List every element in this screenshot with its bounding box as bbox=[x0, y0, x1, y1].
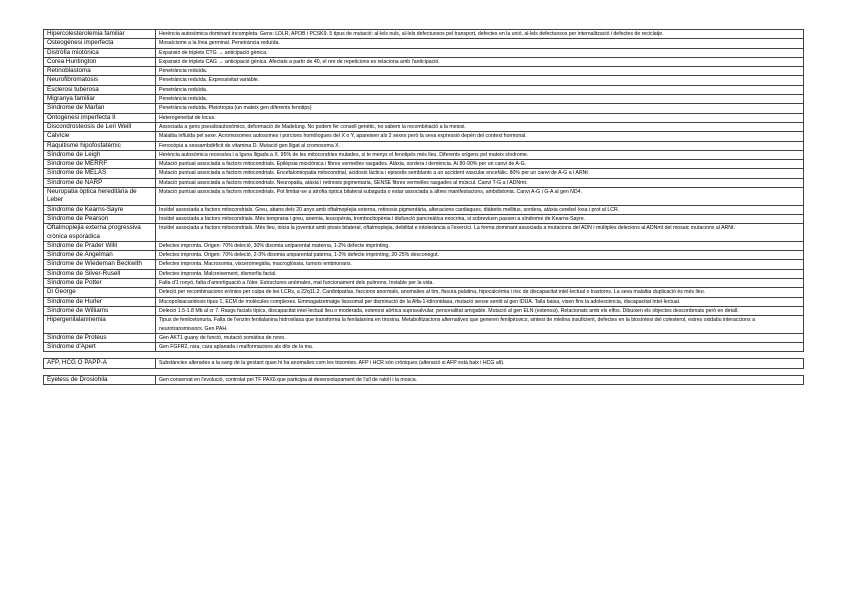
table-row bbox=[44, 85, 804, 94]
condition-description: Penetrància reduïda. bbox=[156, 85, 804, 94]
condition-description: Defectes impronta. Malcreixement, dismorfia facial. bbox=[156, 269, 804, 278]
condition-description: Substàncies alterades a la sang de la gestant quan hi ha anomalies com les trisomies. AFP i HCR són cròniques (alteració si AFP està baix i HCG alt). bbox=[156, 359, 804, 368]
condition-name: Ontogènesi imperfecta II bbox=[44, 113, 156, 122]
section-gap bbox=[44, 368, 804, 375]
condition-description: Associada a gens pseudoautosòmics, deformació de Madelung. No podem fer consell genètic, no sabem la recombinació a la meiosi. bbox=[156, 122, 804, 131]
table-row bbox=[44, 188, 804, 206]
condition-name: Síndrome de Pearson bbox=[44, 214, 156, 223]
condition-description: Gen FGFR2, rara, cara aplanada i malformacions als dits de la ma. bbox=[156, 343, 804, 352]
table-row bbox=[44, 333, 804, 342]
condition-description: Ins/del associada a factors mitocondrials. Més temprana i greu, anemia, leucopènia, trombocitopènia i disfunció pancreàtica exocrina, si sobreviuen passen a síndrome de Kearns-Sayre. bbox=[156, 214, 804, 223]
condition-name: Distròfia miotònica bbox=[44, 48, 156, 57]
condition-name: Síndrome de Proteus bbox=[44, 333, 156, 342]
condition-name: Síndrome de Silver-Rusell bbox=[44, 269, 156, 278]
condition-name: Síndrome de Leigh bbox=[44, 150, 156, 159]
condition-name: Síndrome de MERRF bbox=[44, 160, 156, 169]
condition-name: Retinoblastoma bbox=[44, 67, 156, 76]
table-row bbox=[44, 141, 804, 150]
condition-description: Defectes impronta. Macrosomia, visceromegàlia, macroglòssia, tumors embrionaris. bbox=[156, 260, 804, 269]
condition-description: Herència autosòmica dominant incompleta. Gens: LDLR, APOB i PCSK9. 5 tipus de mutació: al-lels nuls, al-lels defectuosos pel transport, defectes en la unió, al-lels defectuosos per internalització i defectes de reciclatje. bbox=[156, 30, 804, 39]
condition-description: Ins/del associada a factors mitocondrials. Més lleu, inicia la joventut amb ptosis bilateral, oftalmoplejia, debilitat e intolerància a l'exercici. La forma dominant associada a mutacions del ADN i múltiples delecions al ADNmt del mosaic mutacions al ARNt. bbox=[156, 224, 804, 242]
condition-name: Síndrome de MELAS bbox=[44, 169, 156, 178]
condition-name: Esclerosi tuberosa bbox=[44, 85, 156, 94]
condition-description: Mutació puntual associada a factors mitocondrials. Encefalomiopatia mitocondrial, acidosis làctica i episodis semblants a un accident vascular encefàlic. 80% per un canvi de A-G a l ARNt bbox=[156, 169, 804, 178]
condition-name: Síndrome de Hurler bbox=[44, 297, 156, 306]
condition-description: Falta d'1 ronyó, falta d'amortiguació a l'úter. Estructures anòmales, mal funcionament dels pulmons. Inviable per la vida. bbox=[156, 279, 804, 288]
condition-name: Síndrome de Williams bbox=[44, 306, 156, 315]
condition-description: Defectes impronta. Origen: 70% deleció, 30% disomia uniparental materna, 1-2% defecte imprinting. bbox=[156, 241, 804, 250]
condition-description: Malaltia influïda pel sexe. Acromosomes autosomes i porcions homòlogues del X o Y, apareixen als 2 sexes però la seva expressió depèn del context hormonal. bbox=[156, 132, 804, 141]
condition-name: Calvície bbox=[44, 132, 156, 141]
condition-name: Síndrome de Angelman bbox=[44, 251, 156, 260]
condition-description: Fenocòpia a sessambdèficit de vitamina D. Mutació gen lligat al cromosoma X. bbox=[156, 141, 804, 150]
table-row bbox=[44, 279, 804, 288]
table-row bbox=[44, 260, 804, 269]
table-row bbox=[44, 150, 804, 159]
condition-name: Síndrome d'Apert bbox=[44, 343, 156, 352]
condition-name: Hipercolesterolemia familiar bbox=[44, 30, 156, 39]
condition-description: Heterogeneïtat de locus. bbox=[156, 113, 804, 122]
table-row bbox=[44, 306, 804, 315]
table-row bbox=[44, 251, 804, 260]
condition-description: Expansió de triplets CAG → anticipació gènica. Afectats a partir de 40, el nre de repeticions es relaciona amb l'anticipació. bbox=[156, 57, 804, 66]
condition-description: Herència autosòmica recessiva i a lguna lligada a X. 95% de les mitocondries mutades, si te menys el fenotipés més lleu. Diferents orígens pel mateix síndrome. bbox=[156, 150, 804, 159]
condition-description: Penetrància reduïda. bbox=[156, 95, 804, 104]
condition-description: Mutació puntual associada a factors mitocondrials. Pot limitar-se a atrofia òptica bilateral subaguda o estar associada a altres manifestacions, ambdistonia. Canvi A-G i G-A al gen ND4. bbox=[156, 188, 804, 206]
condition-description: Expansió de triplets CTG → anticipació gènica. bbox=[156, 48, 804, 57]
table-row bbox=[44, 316, 804, 334]
condition-name: Migranya familiar bbox=[44, 95, 156, 104]
table-row bbox=[44, 224, 804, 242]
condition-description: Deleció 1.5-1.8 Mb al cr 7. Rasgs facials típics, discapacitat intel·lectual lleu o moderada, estenosi aòrtica supravalvular, personalitat amigable. Mutació al gen ELN (estenosi). Relacionats amb els elfos. Dibuixen els objectes descordenats però en detall. bbox=[156, 306, 804, 315]
condition-name: Corea Huntington bbox=[44, 57, 156, 66]
condition-name: Síndrome de Potter bbox=[44, 279, 156, 288]
genetics-table bbox=[43, 29, 804, 385]
table-row bbox=[44, 39, 804, 48]
condition-description: Deleció per recombinacions erònies per culpa de les LCRs, a 22q11.2. Cardiotpatías, faccions anormals, anomalies al tim, fissura palatina, hipocalcèmia i risc de discapacitat intel·lectual o trastorns. La seva malaltia duplicació és més lleu. bbox=[156, 288, 804, 297]
condition-name: Osteogènesi imperfecta bbox=[44, 39, 156, 48]
table-row bbox=[44, 67, 804, 76]
table-row bbox=[44, 104, 804, 113]
table-row bbox=[44, 269, 804, 278]
condition-name: Síndrome de Kearns-Sayre bbox=[44, 205, 156, 214]
table-row bbox=[44, 343, 804, 352]
condition-name: Discondrosteosis de Leri Weill bbox=[44, 122, 156, 131]
condition-name: Oftalmoplejia externa progressiva crònica esporàdica bbox=[44, 224, 156, 242]
condition-description: Tipus de fenilcetonuria. Falta de l'enzim fenilalanina hidroxilasa que transforma la fenilalanina en tirosina. Metabolitzacions alternatives que generen fenilpiruvics, sintesi de mielina insuficient, defectes en la biosíntesi del colesterol, estres oxidatiu interaccions a neurotransmissors. Gen PAH. bbox=[156, 316, 804, 334]
table-row bbox=[44, 288, 804, 297]
condition-name: Eyeless de Drosiohila bbox=[44, 375, 156, 384]
condition-name: Síndrome de Marfan bbox=[44, 104, 156, 113]
condition-description: Penetrància reduïda. bbox=[156, 67, 804, 76]
condition-description: Defectes impronta. Origen: 70% deleció, 2-3% disomia uniparental paterna, 1-2% defecte imprinting, 20-25% desconegut. bbox=[156, 251, 804, 260]
condition-description: Penetrància reduïda. Expressivitat variable. bbox=[156, 76, 804, 85]
condition-name: Síndrome de Wiedeman Beckwith bbox=[44, 260, 156, 269]
table-row bbox=[44, 178, 804, 187]
condition-name: AFP, HCG O PAPP-A bbox=[44, 359, 156, 368]
table-row bbox=[44, 30, 804, 39]
condition-description: Mutació puntual associada a factors mitocondrials. Neuropatia, atàxia i retinosis pigmentaria, SENSE fibres vermelles rasgades al múscul. Canvi T-G a l ADNmt. bbox=[156, 178, 804, 187]
table-row bbox=[44, 169, 804, 178]
table-row bbox=[44, 241, 804, 250]
table-row bbox=[44, 375, 804, 384]
table-row bbox=[44, 122, 804, 131]
table-row bbox=[44, 113, 804, 122]
table-row bbox=[44, 160, 804, 169]
condition-description: Mutació puntual associada a factors mitocondrials. Epilèpsia mioclònica i fibres vermelles rasgades. Atàxia, sordera i demència. Al 80-90% per un canvi de A-G. bbox=[156, 160, 804, 169]
condition-description: Ins/del associada a factors mitocondrials. Greu, abans dels 20 anys amb oftalmoplejia externa, retinosis pigmentària, alteracions cardiaques, diàbetis mellitus, sordera, atàxia cerebel·losa i prot al LCR. bbox=[156, 205, 804, 214]
table-row bbox=[44, 57, 804, 66]
condition-name: Neurofibromatosis bbox=[44, 76, 156, 85]
condition-name: Raquitisme hipofosfatèmic bbox=[44, 141, 156, 150]
section-gap bbox=[44, 352, 804, 359]
table-row bbox=[44, 95, 804, 104]
condition-name: Síndrome de NARP bbox=[44, 178, 156, 187]
condition-description: Gen AKT1 guany de funció, mutació somàtica de novo. bbox=[156, 333, 804, 342]
condition-description: Mosaïcisme a la línia germinal. Penetrància reduïda. bbox=[156, 39, 804, 48]
table-row bbox=[44, 205, 804, 214]
condition-name: Hipergenilalaninemia bbox=[44, 316, 156, 334]
table-row bbox=[44, 359, 804, 368]
condition-name: Di George bbox=[44, 288, 156, 297]
table-row bbox=[44, 76, 804, 85]
condition-description: Mucopolisacaridosis tipus 1, ECM de molècules complexes. Emmagatzematge lisosomal per disminució de la Alfa-1-idironidasa, mutació sense sentit al gen IDUA. Talla baixa, visen fins la adolescència, discapacitat intel·lectual. bbox=[156, 297, 804, 306]
document-page bbox=[43, 29, 804, 385]
condition-description: Gen conservat en l'evolució, controlat pel TF PAX6 que participa al desenvolupament de l'ull de ratolí i la mosca. bbox=[156, 375, 804, 384]
table-row bbox=[44, 297, 804, 306]
table-row bbox=[44, 48, 804, 57]
condition-name: Neuropatia òptica hereditària de Leber bbox=[44, 188, 156, 206]
table-row bbox=[44, 132, 804, 141]
condition-name: Síndrome de Prader Willi bbox=[44, 241, 156, 250]
table-row bbox=[44, 214, 804, 223]
condition-description: Penetrància reduïda. Pleiotropia (un mateix gen diferents fenotips) bbox=[156, 104, 804, 113]
